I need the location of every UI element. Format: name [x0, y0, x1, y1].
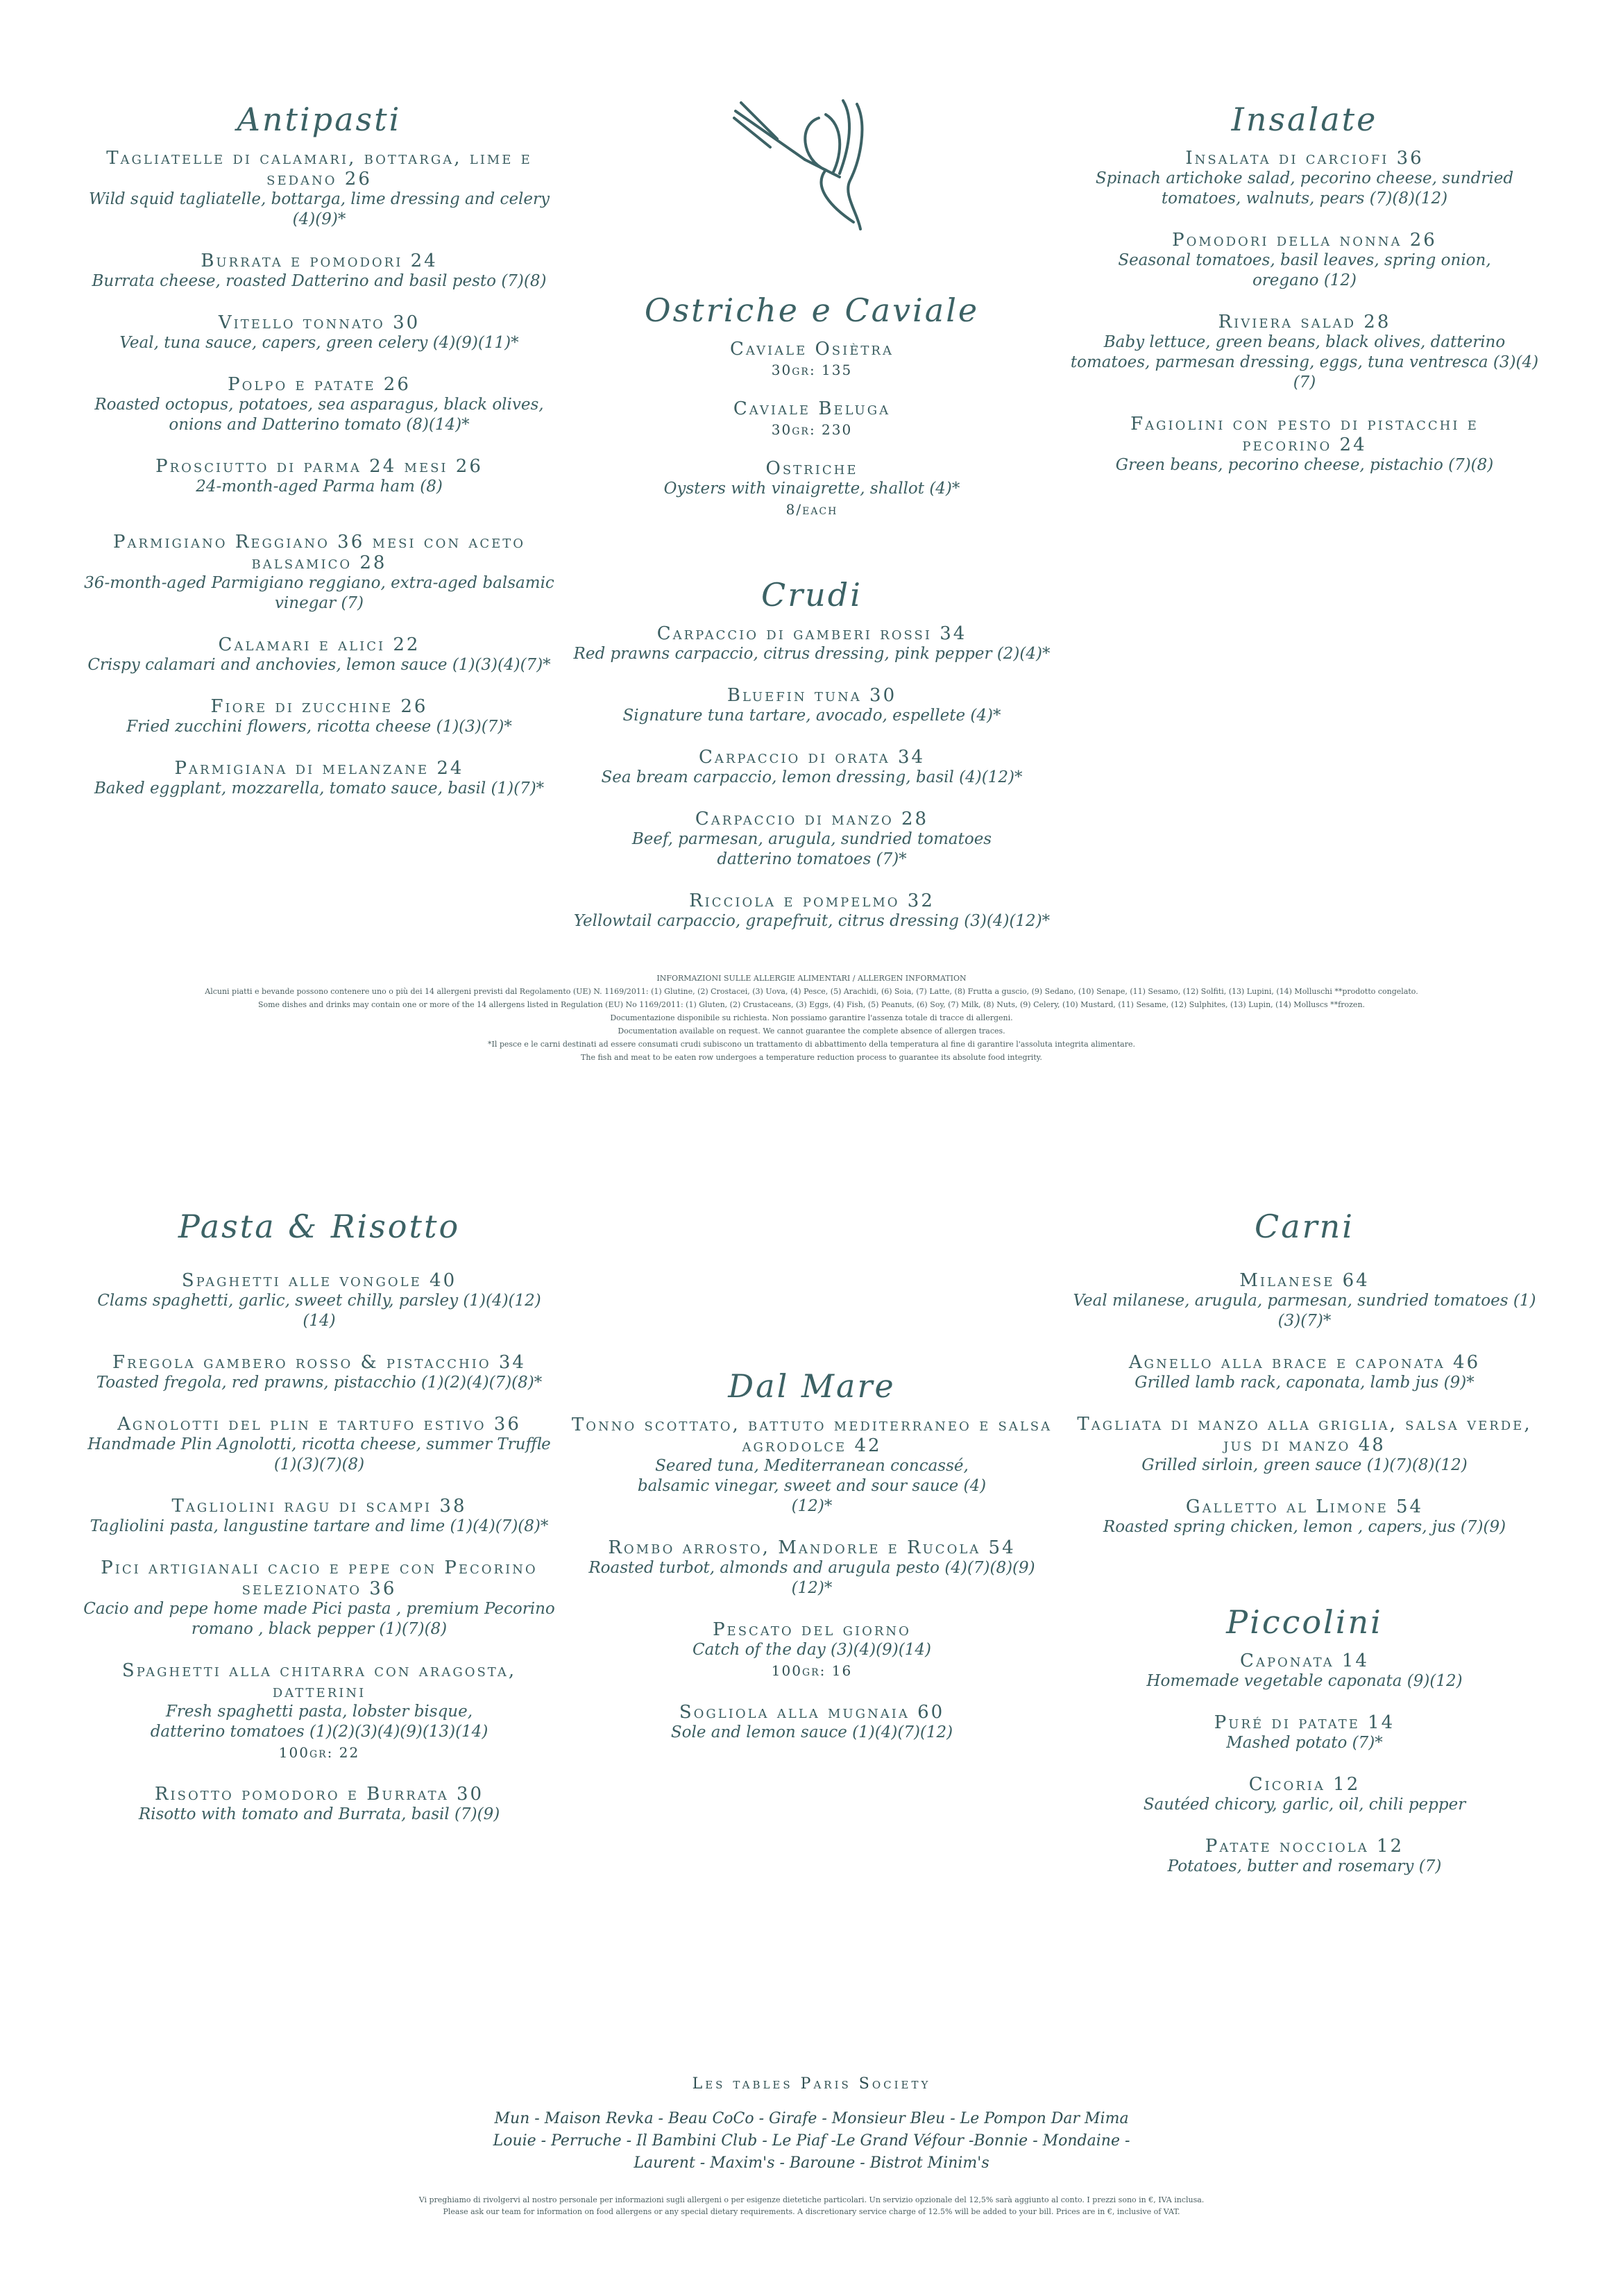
menu-item — [83, 312, 555, 353]
piccolini-section — [1069, 1603, 1540, 1898]
item-name: Galletto al Limone 54 — [1185, 1496, 1424, 1517]
menu-item — [83, 696, 555, 737]
item-name: Fagiolini con pesto di pistacchi e pecorino 24 — [1130, 414, 1479, 455]
footer-note-line: Vi preghiamo di rivolgervi al nostro personale per informazioni sugli allergeni o per esigenze dietetiche particolari. Un servizio opzionale del 12,5% sarà aggiunto al conto. I prezzi sono in €, IVA inclusa. — [418, 2195, 1205, 2204]
ostriche-section — [576, 292, 1048, 541]
item-name: Fiore di zucchine 26 — [210, 696, 428, 717]
menu-item — [83, 532, 555, 614]
item-desc: Oysters with vinaigrette, shallot (4)* — [663, 480, 960, 498]
item-name: Riviera salad 28 — [1218, 312, 1391, 332]
item-name: Fregola gambero rosso & pistacchio 34 — [112, 1352, 526, 1373]
item-desc: Spinach artichoke salad, pecorino cheese, sundried tomatoes, walnuts, pears (7)(8)(12) — [1095, 169, 1514, 208]
menu-item — [83, 1784, 555, 1825]
menu-item — [569, 1415, 1055, 1517]
item-portion: 100gr: 22 — [278, 1744, 360, 1761]
item-desc: Grilled lamb rack, caponata, lamb jus (9)* — [1135, 1374, 1475, 1392]
item-name: Vitello tonnato 30 — [218, 312, 420, 333]
menu-item — [1069, 1774, 1540, 1815]
item-name: Spaghetti alle vongole 40 — [181, 1270, 457, 1291]
item-name: Insalata di carciofi 36 — [1185, 148, 1424, 169]
item-desc: Grilled sirloin, green sauce (1)(7)(8)(12) — [1141, 1456, 1468, 1474]
menu-item — [83, 456, 555, 497]
menu-item — [83, 374, 555, 435]
item-name: Ricciola e pompelmo 32 — [689, 890, 935, 911]
item-desc: Sautéed chicory, garlic, oil, chili pepper — [1143, 1796, 1466, 1814]
item-desc: Sole and lemon sauce (1)(4)(7)(12) — [670, 1723, 953, 1741]
item-desc: Seared tuna, Mediterranean concassé, balsamic vinegar, sweet and sour sauce (4)(12)* — [637, 1457, 987, 1515]
footer-line: Louie - Perruche - Il Bambini Club - Le Piaf -Le Grand Véfour -Bonnie - Mondaine - — [493, 2132, 1130, 2150]
footer-line: Laurent - Maxim's - Baroune - Bistrot Minim's — [634, 2154, 989, 2172]
mare-section — [569, 1367, 1055, 1764]
item-name: Spaghetti alla chitarra con aragosta, datterini — [121, 1660, 517, 1702]
item-name: Ostriche — [765, 458, 858, 479]
menu-item — [83, 1660, 555, 1763]
item-desc: Potatoes, butter and rosemary (7) — [1167, 1857, 1442, 1875]
menu-item — [1069, 414, 1540, 475]
item-portion: 100gr: 16 — [771, 1662, 853, 1679]
item-name: Milanese 64 — [1239, 1270, 1370, 1291]
item-name: Polpo e patate 26 — [228, 374, 411, 395]
item-desc: Baby lettuce, green beans, black olives, datterino tomatoes, parmesan dressing, eggs, tuna ventresca (3)(4)(7) — [1070, 333, 1539, 391]
item-name: Tagliatelle di calamari, bottarga, lime e sedano 26 — [106, 148, 532, 189]
menu-item — [83, 758, 555, 799]
menu-item — [1069, 230, 1540, 291]
menu-item — [1069, 1496, 1540, 1537]
footer-line: Mun - Maison Revka - Beau CoCo - Girafe - Monsieur Bleu - Le Pompon Dar Mima — [494, 2110, 1129, 2127]
menu-item — [83, 1352, 555, 1393]
item-desc: Signature tuna tartare, avocado, espellete (4)* — [622, 707, 1001, 725]
item-name: Caviale Beluga — [733, 398, 891, 419]
item-name: Parmigiano Reggiano 36 mesi con aceto balsamico 28 — [112, 532, 526, 573]
crudi-section — [562, 576, 1062, 952]
item-desc: Wild squid tagliatelle, bottarga, lime dressing and celery (4)(9)* — [88, 190, 550, 228]
antipasti-title: Antipasti — [237, 101, 402, 138]
menu-item — [562, 623, 1062, 664]
item-desc: Baked eggplant, mozzarella, tomato sauce, basil (1)(7)* — [94, 779, 545, 797]
allergen-information — [139, 972, 1484, 1064]
item-name: Carpaccio di manzo 28 — [695, 809, 929, 829]
allergen-line: *Il pesce e le carni destinati ad essere consumati crudi subiscono un trattamento di abbattimento della temperatura al fine di garantire l'assoluta integrita alimentare. — [488, 1040, 1135, 1049]
allergen-line: Some dishes and drinks may contain one or more of the 14 allergens listed in Regulation (EU) No 1169/2011: (1) Gluten, (2) Crustaceans, (3) Eggs, (4) Fish, (5) Peanuts, (6) Soy, (7) Milk, (8) Nuts, (9) Celery, (10) Mustard, (11) Sesame, (12) Sulphites, (13) Lupin, (14) Molluscs **frozen. — [257, 1000, 1366, 1009]
menu-item — [1069, 1414, 1540, 1476]
menu-item — [83, 1270, 555, 1331]
item-name: Bluefin tuna 30 — [726, 685, 897, 706]
menu-item — [562, 809, 1062, 870]
item-name: Prosciutto di parma 24 mesi 26 — [155, 456, 483, 477]
item-desc: Roasted spring chicken, lemon , capers, jus (7)(9) — [1103, 1518, 1506, 1536]
item-desc: Roasted octopus, potatoes, sea asparagus, black olives, onions and Datterino tomato (8)(14)* — [94, 396, 544, 434]
item-desc: 24-month-aged Parma ham (8) — [196, 478, 443, 496]
ostriche-title: Ostriche e Caviale — [644, 292, 980, 329]
menu-item — [83, 148, 555, 230]
item-name: Tagliata di manzo alla griglia, salsa verde, jus di manzo 48 — [1077, 1414, 1532, 1455]
piccolini-title: Piccolini — [1226, 1603, 1383, 1641]
menu-item — [1069, 1651, 1540, 1691]
antipasti-section — [83, 101, 555, 820]
menu-item — [1069, 1712, 1540, 1753]
crudi-title: Crudi — [761, 576, 863, 614]
menu-item — [1069, 1270, 1540, 1331]
footer-note-line: Please ask our team for information on food allergens or any special dietary requirements. A discretionary service charge of 12.5% will be added to your bill. Prices are in €, inclusive of VAT. — [443, 2207, 1180, 2216]
item-desc: Fresh spaghetti pasta, lobster bisque, datterino tomatoes (1)(2)(3)(4)(9)(13)(14) — [150, 1703, 488, 1741]
item-name: Burrata e pomodori 24 — [201, 251, 438, 271]
item-desc: Roasted turbot, almonds and arugula pesto (4)(7)(8)(9)(12)* — [588, 1559, 1035, 1597]
item-name: Carpaccio di orata 34 — [698, 747, 926, 768]
item-name: Caviale Osiètra — [730, 339, 894, 360]
item-name: Tonno scottato, battuto mediterraneo e salsa agrodolce 42 — [571, 1415, 1053, 1456]
menu-item — [83, 251, 555, 292]
item-name: Puré di patate 14 — [1214, 1712, 1395, 1733]
carni-title: Carni — [1255, 1208, 1354, 1245]
menu-item — [83, 1414, 555, 1475]
pasta-title: Pasta & Risotto — [178, 1208, 461, 1245]
menu-item — [83, 1496, 555, 1537]
menu-item — [569, 1537, 1055, 1598]
item-name: Pomodori della nonna 26 — [1172, 230, 1437, 251]
item-name: Rombo arrosto, Mandorle e Rucola 54 — [608, 1537, 1016, 1558]
item-desc: Clams spaghetti, garlic, sweet chilly, parsley (1)(4)(12) (14) — [97, 1292, 541, 1330]
allergen-line: Documentation available on request. We cannot guarantee the complete absence of allergen traces. — [618, 1027, 1005, 1036]
item-desc: Catch of the day (3)(4)(9)(14) — [692, 1641, 931, 1659]
item-desc: Green beans, pecorino cheese, pistachio (7)(8) — [1115, 456, 1494, 474]
item-desc: Sea bream carpaccio, lemon dressing, basil (4)(12)* — [601, 768, 1023, 786]
footer-title: Les tables Paris Society — [692, 2075, 931, 2093]
item-desc: Risotto with tomato and Burrata, basil (7)(9) — [138, 1805, 500, 1823]
item-portion: 30gr: 135 — [771, 362, 853, 378]
item-name: Agnolotti del plin e tartufo estivo 36 — [117, 1414, 521, 1435]
menu-item — [576, 339, 1048, 380]
menu-item — [1069, 1352, 1540, 1393]
insalate-title: Insalate — [1231, 101, 1378, 138]
hand-fork-icon — [722, 97, 895, 236]
menu-item — [576, 398, 1048, 440]
item-portion: 8/each — [785, 501, 838, 518]
footer-note — [347, 2194, 1276, 2218]
item-name: Carpaccio di gamberi rossi 34 — [656, 623, 967, 644]
menu-item — [576, 458, 1048, 520]
item-desc: Yellowtail carpaccio, grapefruit, citrus dressing (3)(4)(12)* — [573, 912, 1051, 930]
item-name: Agnello alla brace e caponata 46 — [1128, 1352, 1481, 1373]
item-name: Risotto pomodoro e Burrata 30 — [154, 1784, 484, 1805]
item-portion: 30gr: 230 — [771, 421, 853, 438]
allergen-line: Alcuni piatti e bevande possono contenere uno o più dei 14 allergeni previsti dal Regolamento (UE) N. 1169/2011: (1) Glutine, (2) Crostacei, (3) Uova, (4) Pesce, (5) Arachidi, (6) Soia, (7) Latte, (8) Frutta a guscio, (9) Sedano, (10) Senape, (11) Sesamo, (12) Solfiti, (13) Lupini, (14) Molluschi **prodotto congelato. — [205, 987, 1418, 996]
item-desc: Veal milanese, arugula, parmesan, sundried tomatoes (1)(3)(7)* — [1073, 1292, 1536, 1330]
menu-item — [562, 747, 1062, 788]
menu-item — [83, 634, 555, 675]
item-name: Calamari e alici 22 — [218, 634, 420, 655]
item-name: Cicoria 12 — [1248, 1774, 1361, 1795]
menu-item — [1069, 148, 1540, 209]
insalate-section — [1069, 101, 1540, 496]
allergen-line: The fish and meat to be eaten row undergoes a temperature reduction process to guarantee its absolute food integrity. — [581, 1053, 1042, 1062]
item-desc: Handmade Plin Agnolotti, ricotta cheese, summer Truffle (1)(3)(7)(8) — [87, 1435, 551, 1474]
item-name: Sogliola alla mugnaia 60 — [679, 1702, 945, 1723]
menu-item — [1069, 1836, 1540, 1877]
menu-item — [1069, 312, 1540, 393]
item-name: Pici artigianali cacio e pepe con Pecorino selezionato 36 — [101, 1558, 538, 1599]
menu-item — [569, 1702, 1055, 1743]
item-desc: Crispy calamari and anchovies, lemon sauce (1)(3)(4)(7)* — [87, 656, 551, 674]
item-name: Patate nocciola 12 — [1205, 1836, 1404, 1857]
menu-item — [562, 685, 1062, 726]
item-desc: Mashed potato (7)* — [1226, 1734, 1383, 1752]
carni-section — [1069, 1208, 1540, 1558]
item-name: Caponata 14 — [1240, 1651, 1369, 1671]
item-desc: Cacio and pepe home made Pici pasta , premium Pecorino romano , black pepper (1)(7)(8) — [83, 1600, 555, 1638]
item-desc: 36-month-aged Parmigiano reggiano, extra-aged balsamic vinegar (7) — [84, 574, 554, 612]
allergen-heading: INFORMAZIONI SULLE ALLERGIE ALIMENTARI / ALLERGEN INFORMATION — [656, 974, 967, 983]
allergen-line: Documentazione disponibile su richiesta. Non possiamo garantire l'assenza totale di tracce di allergeni. — [610, 1013, 1013, 1022]
pasta-section — [83, 1208, 555, 1846]
item-desc: Seasonal tomatoes, basil leaves, spring onion, oregano (12) — [1118, 251, 1491, 289]
item-desc: Homemade vegetable caponata (9)(12) — [1146, 1672, 1463, 1690]
item-desc: Veal, tuna sauce, capers, green celery (4)(9)(11)* — [119, 334, 519, 352]
item-desc: Red prawns carpaccio, citrus dressing, pink pepper (2)(4)* — [573, 645, 1051, 663]
item-name: Parmigiana di melanzane 24 — [174, 758, 464, 779]
menu-item — [83, 1558, 555, 1639]
mare-title: Dal Mare — [728, 1367, 896, 1405]
item-desc: Burrata cheese, roasted Datterino and basil pesto (7)(8) — [92, 272, 547, 290]
menu-item — [562, 890, 1062, 931]
item-name: Tagliolini ragu di scampi 38 — [171, 1496, 467, 1517]
item-desc: Beef, parmesan, arugula, sundried tomatoes datterino tomatoes (7)* — [631, 830, 992, 868]
footer — [347, 2075, 1276, 2218]
item-name: Pescato del giorno — [713, 1619, 911, 1640]
menu-item — [569, 1619, 1055, 1681]
item-desc: Fried zucchini flowers, ricotta cheese (1)(3)(7)* — [126, 718, 512, 736]
item-desc: Toasted fregola, red prawns, pistacchio (1)(2)(4)(7)(8)* — [96, 1374, 543, 1392]
item-desc: Tagliolini pasta, langustine tartare and lime (1)(4)(7)(8)* — [90, 1517, 549, 1535]
